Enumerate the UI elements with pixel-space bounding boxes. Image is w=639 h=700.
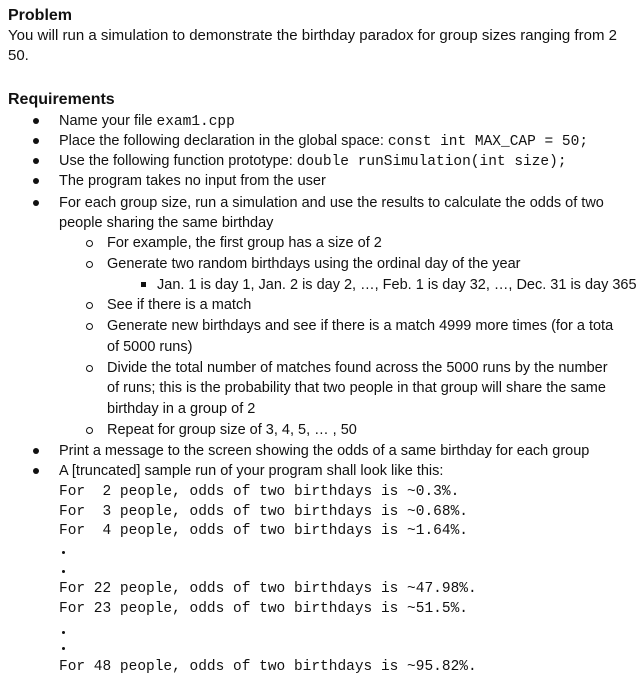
requirement-code: exam1.cpp [156,114,235,130]
bullet-dot-icon [33,448,39,454]
sub-step-repeat-runs-line-2: of 5000 runs) [107,339,193,355]
bullet-circle-icon [86,323,93,330]
bullet-dot-icon [33,118,39,124]
problem-description-line-2: 50. [8,47,29,64]
requirement-text: Place the following declaration in the global space: [59,133,388,149]
sample-output-line: For 4 people, odds of two birthdays is ~1.64%. [59,523,468,539]
sub-step-repeat-sizes: Repeat for group size of 3, 4, 5, … , 50 [107,422,357,438]
requirement-declaration [59,131,588,152]
bullet-dot-icon [33,158,39,164]
sample-output-line: For 3 people, odds of two birthdays is ~0.68%. [59,504,468,520]
ellipsis-dot [62,631,65,634]
bullet-circle-icon [86,427,93,434]
bullet-circle-icon [86,365,93,372]
sub-step-first-group: For example, the first group has a size of 2 [107,235,382,251]
bullet-circle-icon [86,261,93,268]
sample-output-line: For 48 people, odds of two birthdays is ~95.82%. [59,659,477,675]
requirement-text: Name your file [59,113,157,129]
problem-heading: Problem [8,7,73,24]
sample-output-line: For 22 people, odds of two birthdays is ~47.98%. [59,581,477,597]
sub-step-divide-line-1: Divide the total number of matches found across the 5000 runs by the number [107,360,608,376]
sub-sub-step-ordinal-days: Jan. 1 is day 1, Jan. 2 is day 2, …, Feb. 1 is day 32, …, Dec. 31 is day 365 [157,277,637,293]
requirement-simulation-line-2: people sharing the same birthday [59,215,274,231]
requirement-prototype [59,151,567,172]
requirement-no-input: The program takes no input from the user [59,173,326,189]
sub-step-check-match: See if there is a match [107,297,252,313]
bullet-dot-icon [33,138,39,144]
requirement-text: Use the following function prototype: [59,153,297,169]
bullet-circle-icon [86,240,93,247]
ellipsis-dot [62,647,65,650]
ellipsis-dot [62,570,65,573]
sub-step-divide-line-3: birthday in a group of 2 [107,401,256,417]
requirement-file-name [59,111,235,132]
requirement-code: double runSimulation(int size); [296,154,567,170]
requirement-simulation-line-1: For each group size, run a simulation and use the results to calculate the odds of two [59,195,604,211]
sub-step-divide-line-2: of runs; this is the probability that two people in that group will share the same [107,380,606,396]
requirements-heading: Requirements [8,91,115,108]
sub-step-generate-birthdays: Generate two random birthdays using the ordinal day of the year [107,256,521,272]
sample-output-line: For 2 people, odds of two birthdays is ~0.3%. [59,484,460,500]
bullet-dot-icon [33,178,39,184]
requirement-sample-run: A [truncated] sample run of your program shall look like this: [59,463,444,479]
sub-step-repeat-runs-line-1: Generate new birthdays and see if there is a match 4999 more times (for a tota [107,318,614,334]
bullet-square-icon [141,282,146,287]
bullet-dot-icon [33,468,39,474]
requirement-print-message: Print a message to the screen showing the odds of a same birthday for each group [59,443,590,459]
sample-output-line: For 23 people, odds of two birthdays is ~51.5%. [59,601,468,617]
requirement-code: const int MAX_CAP = 50; [387,134,589,150]
ellipsis-dot [62,551,65,554]
bullet-circle-icon [86,302,93,309]
problem-description-line-1: You will run a simulation to demonstrate the birthday paradox for group sizes ranging from 2 [8,27,617,44]
bullet-dot-icon [33,200,39,206]
